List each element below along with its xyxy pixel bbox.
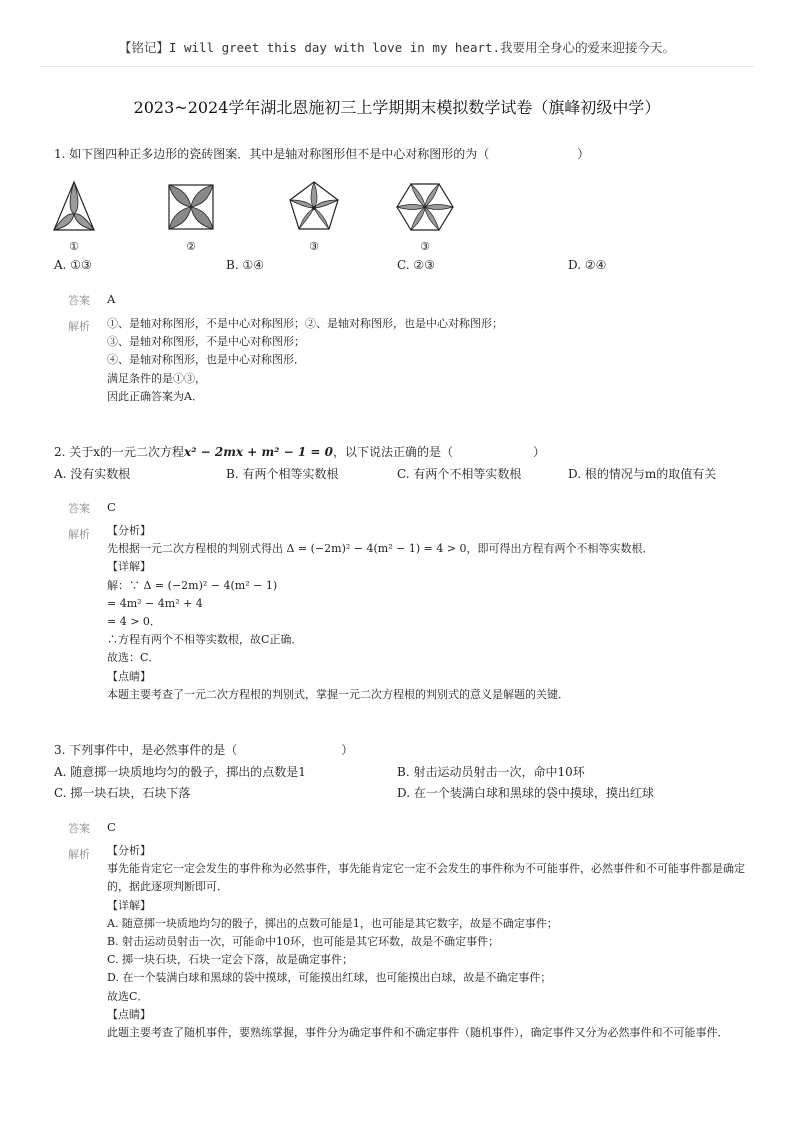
q3-analysis: [107, 842, 745, 1042]
q3-option-b[interactable]: B. 射击运动员射击一次，命中10环: [397, 765, 585, 779]
analysis-line: 解：∵ Δ = (−2m)² − 4(m² − 1): [107, 578, 278, 592]
q1-answer: A: [107, 292, 116, 306]
q3-option-c[interactable]: C. 掷一块石块，石块下落: [54, 786, 191, 800]
q3-option-d[interactable]: D. 在一个装满白球和黑球的袋中摸球，摸出红球: [397, 786, 654, 800]
q1-answer-label: 答案: [68, 294, 90, 307]
analysis-line: 【分析】: [107, 524, 151, 537]
q2-analysis: [107, 522, 654, 704]
question-2-stem: [54, 443, 545, 460]
figure-triangle-tile: [52, 178, 96, 234]
exam-title: 2023~2024学年湖北恩施初三上学期期末模拟数学试卷（旗峰初级中学）: [133, 98, 661, 117]
q3-answer: C: [107, 820, 116, 834]
analysis-line: 事先能肯定它一定会发生的事件称为必然事件，事先能肯定它一定不会发生的事件称为不可能事件，必然事件和不可能事件都是确定: [107, 862, 745, 876]
q2-answer-label: 答案: [68, 502, 90, 515]
analysis-line: ③、是轴对称图形，不是中心对称图形；: [107, 335, 305, 349]
figure-label-2: ②: [186, 240, 196, 253]
q1-option-d[interactable]: D. ②④: [568, 258, 607, 272]
question-2-text: 2. 关于x的一元二次方程: [54, 445, 185, 459]
analysis-line: A. 随意掷一块质地均匀的骰子，掷出的点数可能是1，也可能是其它数字，故是不确定事件；: [107, 916, 558, 930]
question-3-stem: [54, 741, 353, 758]
analysis-line: 【详解】: [107, 898, 151, 912]
figure-pentagon-tile: [288, 180, 340, 232]
q2-analysis-label: 解析: [68, 528, 90, 541]
header-divider: [40, 66, 754, 67]
figure-square-tile: [168, 184, 214, 230]
analysis-line: D. 在一个装满白球和黑球的袋中摸球，可能摸出红球，也可能摸出白球，故是不确定事件；: [107, 971, 552, 985]
q2-answer: C: [107, 500, 116, 514]
q3-option-a[interactable]: A. 随意掷一块质地均匀的骰子，掷出的点数是1: [54, 765, 306, 779]
q1-analysis-label: 解析: [68, 320, 90, 333]
q2-option-b[interactable]: B. 有两个相等实数根: [226, 467, 339, 481]
question-1-text: 1. 如下图四种正多边形的瓷砖图案．其中是轴对称图形但不是中心对称图形的为（: [54, 147, 490, 161]
question-3-text: 3. 下列事件中，是必然事件的是（: [54, 743, 238, 757]
q1-option-a[interactable]: A. ①③: [54, 258, 92, 272]
analysis-line: ∴方程有两个不相等实数根，故C正确．: [107, 633, 303, 647]
q3-analysis-label: 解析: [68, 848, 90, 861]
analysis-line: 【点睛】: [107, 1007, 151, 1021]
figure-label-4: ③: [420, 240, 430, 253]
analysis-line: = 4 > 0．: [107, 614, 161, 628]
analysis-line: 故选C．: [107, 989, 149, 1003]
analysis-line: 因此正确答案为A．: [107, 389, 203, 403]
q1-analysis: [107, 315, 503, 406]
q1-option-b[interactable]: B. ①④: [226, 258, 264, 272]
analysis-line: 【点睛】: [107, 669, 151, 683]
analysis-line: C. 掷一块石块，石块一定会下落，故是确定事件；: [107, 953, 354, 967]
analysis-line: 此题主要考查了随机事件，要熟练掌握，事件分为确定事件和不确定事件（随机事件），确定事件又分为必然事件和不可能事件．: [107, 1025, 729, 1039]
figure-hexagon-tile: [396, 182, 454, 232]
analysis-line: 的，据此逐项判断即可．: [107, 880, 228, 894]
question-2-equation: x² − 2mx + m² − 1 = 0: [184, 445, 333, 459]
question-1-stem: [54, 145, 589, 162]
q2-option-a[interactable]: A. 没有实数根: [54, 467, 131, 481]
analysis-line: B. 射击运动员射击一次，可能命中10环，也可能是其它环数，故是不确定事件；: [107, 934, 500, 948]
analysis-line: 满足条件的是①③，: [107, 371, 206, 385]
q2-option-c[interactable]: C. 有两个不相等实数根: [397, 467, 522, 481]
analysis-line: 本题主要考查了一元二次方程根的判别式，掌握一元二次方程根的判别式的意义是解题的关键．: [107, 687, 569, 701]
analysis-line: = 4m² − 4m² + 4: [107, 596, 203, 610]
question-2-text-post: ，以下说法正确的是（: [332, 445, 453, 459]
question-2-close: ）: [532, 445, 545, 459]
q3-answer-label: 答案: [68, 822, 90, 835]
analysis-line: 先根据一元二次方程根的判别式得出 Δ = (−2m)² − 4(m² − 1) = 4 > 0，即可得出方程有两个不相等实数根．: [107, 542, 654, 556]
question-1-close: ）: [577, 147, 590, 161]
analysis-line: ①、是轴对称图形，不是中心对称图形；②、是轴对称图形，也是中心对称图形；: [107, 317, 503, 330]
q2-option-d[interactable]: D. 根的情况与m的取值有关: [568, 467, 717, 481]
figure-label-3: ③: [309, 240, 319, 253]
analysis-line: 【详解】: [107, 560, 151, 574]
q1-option-c[interactable]: C. ②③: [397, 258, 435, 272]
question-3-close: ）: [341, 743, 354, 757]
analysis-line: 故选：C．: [107, 651, 160, 665]
analysis-line: ④、是轴对称图形，也是中心对称图形．: [107, 353, 305, 367]
analysis-line: 【分析】: [107, 844, 151, 857]
motto-header: 【铭记】I will greet this day with love in my heart.我要用全身心的爱来迎接今天。: [118, 40, 676, 55]
figure-label-1: ①: [69, 240, 79, 253]
